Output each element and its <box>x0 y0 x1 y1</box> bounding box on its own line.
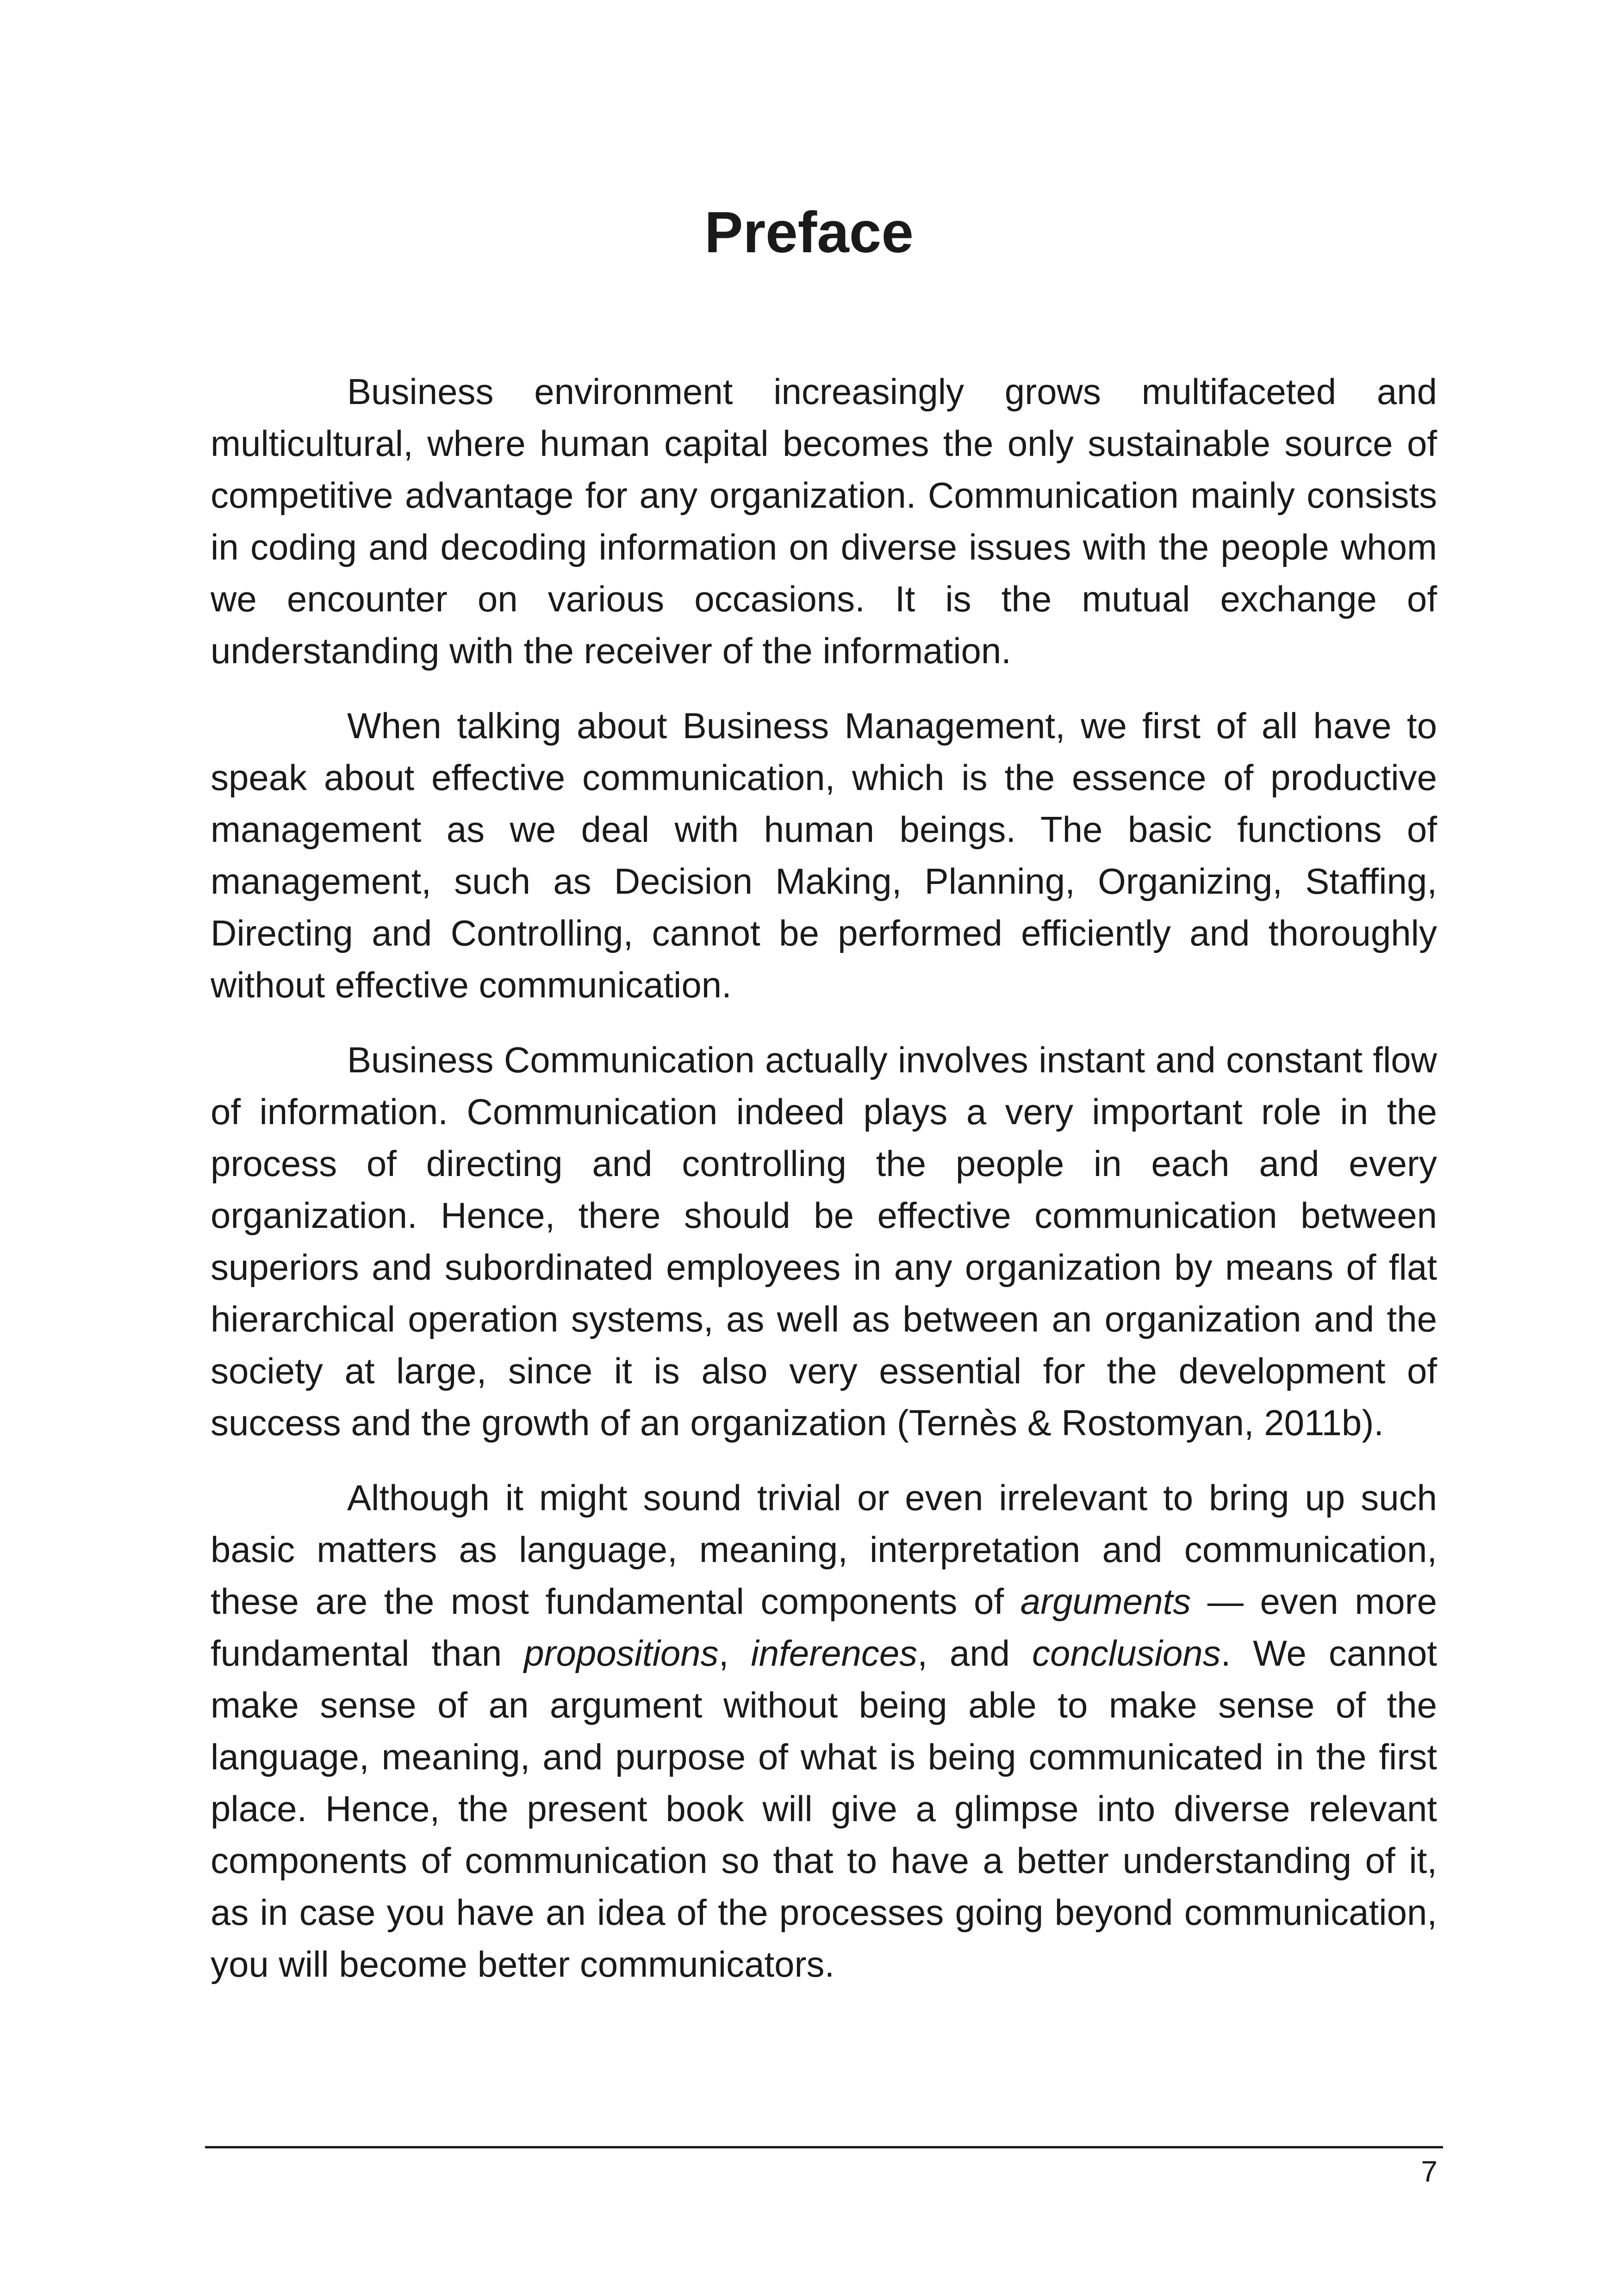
paragraph-4-text: Although it might sound trivial or even irrelevant to bring up such basic matters as language, meaning, interpretation and communication, these are the most fundamental components of <box>211 1477 1437 1622</box>
paragraph-4-text: — even more fundamental than <box>211 1581 1437 1674</box>
term-propositions: propositions <box>524 1633 719 1674</box>
paragraph-3: Business Communication actually involves instant and constant flow of information. Communication indeed plays a very important role in the process of directing and controlling the people in each and every organization. Hence, there should be effective communication between superiors and subordinated employees in any organization by means of flat hierarchical operation systems, as well as between an organization and the society at large, since it is also very essential for the development of success and the growth of an organization (Ternès & Rostomyan, 2011b). <box>211 1039 1437 1443</box>
paragraph-4-text: . We cannot make sense of an argument without being able to make sense of the language, meaning, and purpose of what is being communicated in the first place. Hence, the present book will give a glimpse into diverse relevant components of communication so that to have a better understanding of it, as in case you have an idea of the processes going beyond communication, you will become better communicators. <box>211 1633 1438 1985</box>
page-number: 7 <box>1421 2155 1438 2188</box>
paragraph-4-text: , <box>718 1633 751 1674</box>
paragraph-4-text: , and <box>917 1633 1033 1674</box>
term-arguments: arguments <box>1020 1581 1191 1622</box>
term-conclusions: conclusions <box>1032 1633 1221 1674</box>
paragraph-4 <box>211 1472 1437 1990</box>
term-inferences: inferences <box>751 1633 918 1674</box>
body-text <box>211 366 1437 2013</box>
paragraph-2: When talking about Business Management, we first of all have to speak about effective communication, which is the essence of productive management as we deal with human beings. The basic functions of management, such as Decision Making, Planning, Organizing, Staffing, Directing and Controlling, cannot be performed efficiently and thoroughly without effective communication. <box>211 705 1437 1005</box>
page-title: Preface <box>704 200 914 265</box>
footer-rule <box>205 2146 1443 2148</box>
paragraph-1: Business environment increasingly grows multifaceted and multicultural, where human capital becomes the only sustainable source of competitive advantage for any organization. Communication mainly consists in coding and decoding information on diverse issues with the people whom we encounter on various occasions. It is the mutual exchange of understanding with the receiver of the information. <box>211 371 1437 671</box>
